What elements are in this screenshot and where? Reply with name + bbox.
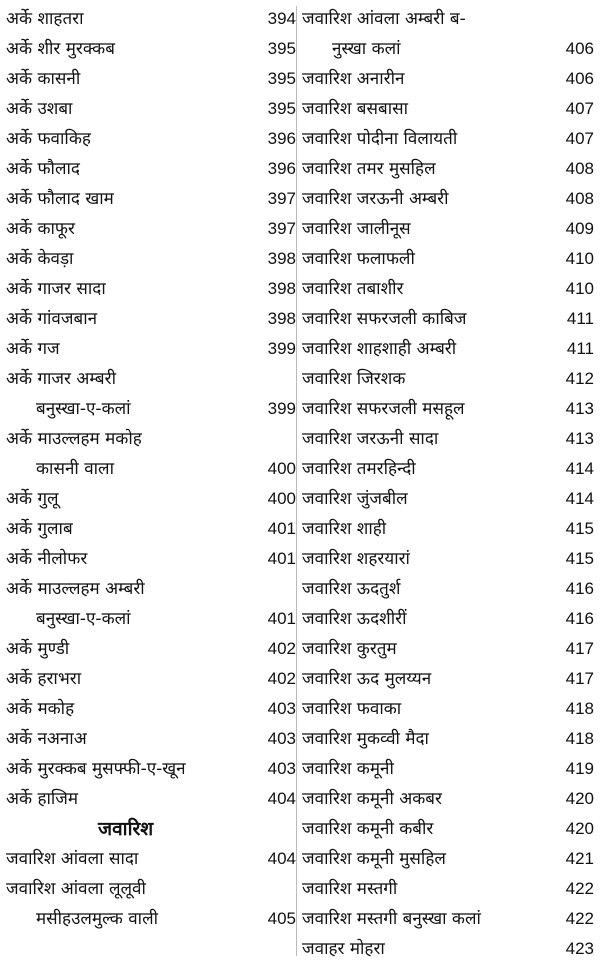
entry-title: जवारिश बसबासा [302, 99, 408, 119]
entry-page-number: 398 [267, 309, 296, 328]
index-entry [6, 94, 296, 124]
entry-page-number: 406 [565, 39, 594, 58]
entry-title: जवाहर मोहरा [302, 939, 385, 959]
index-entry [302, 94, 594, 124]
index-entry [6, 4, 296, 34]
index-entry [302, 664, 594, 694]
entry-page-number: 397 [267, 189, 296, 208]
index-entry [6, 484, 296, 514]
entry-title: जवारिश जालीनूस [302, 219, 411, 239]
index-entry [302, 34, 594, 64]
entry-page-number: 418 [565, 729, 594, 748]
entry-page-number: 422 [565, 879, 594, 898]
index-entry [302, 334, 594, 364]
entry-page-number: 401 [267, 549, 296, 568]
entry-title: जवारिश पोदीना विलायती [302, 129, 458, 149]
entry-page-number: 403 [267, 729, 296, 748]
index-entry [6, 664, 296, 694]
entry-title: अर्के हराभरा [6, 669, 82, 689]
entry-title: अर्के शीर मुरक्कब [6, 39, 115, 59]
entry-title: जवारिश जरऊनी सादा [302, 429, 439, 449]
index-entry [302, 874, 594, 904]
index-entry [6, 724, 296, 754]
entry-title: अर्के गाजर अम्बरी [6, 369, 116, 389]
index-entry [6, 514, 296, 544]
entry-title: जवारिश कमूनी मुसहिल [302, 849, 446, 869]
entry-title: अर्के माउल्लहम अम्बरी [6, 579, 145, 599]
index-entry [302, 184, 594, 214]
index-entry [6, 694, 296, 724]
index-entry [6, 274, 296, 304]
index-entry [302, 214, 594, 244]
index-entry [6, 544, 296, 574]
entry-page-number: 422 [565, 909, 594, 928]
entry-page-number: 399 [267, 399, 296, 418]
entry-page-number: 400 [267, 459, 296, 478]
entry-title: अर्के फवाकिह [6, 129, 91, 149]
entry-title: अर्के माउल्लहम मकोह [6, 429, 142, 449]
entry-page-number: 416 [565, 609, 594, 628]
index-entry [302, 694, 594, 724]
index-entry [6, 784, 296, 814]
entry-title: जवारिश मस्तगी बनुस्खा कलां [302, 909, 481, 929]
entry-page-number: 398 [267, 249, 296, 268]
index-entry [302, 544, 594, 574]
entry-page-number: 411 [566, 339, 594, 358]
entry-page-number: 412 [565, 369, 594, 388]
index-entry [302, 904, 594, 934]
index-entry [6, 124, 296, 154]
index-entry [6, 844, 296, 874]
index-entry [6, 874, 296, 904]
entry-title: जवारिश ऊदतुर्श [302, 579, 401, 599]
entry-title: जवारिश तमरहिन्दी [302, 459, 416, 479]
index-column-right [302, 4, 594, 964]
entry-page-number: 417 [565, 669, 594, 688]
entry-title: अर्के गुलू [6, 489, 59, 509]
entry-page-number: 396 [267, 129, 296, 148]
index-entry [302, 844, 594, 874]
entry-title: अर्के उशबा [6, 99, 73, 119]
entry-page-number: 395 [267, 69, 296, 88]
index-column-left [6, 4, 296, 934]
entry-title: अर्के मुण्डी [6, 639, 70, 659]
entry-page-number: 395 [267, 39, 296, 58]
entry-title: अर्के गुलाब [6, 519, 73, 539]
entry-title: अर्के फौलाद खाम [6, 189, 114, 209]
entry-page-number: 408 [565, 189, 594, 208]
index-entry [302, 274, 594, 304]
entry-title: अर्के फौलाद [6, 159, 80, 179]
index-entry [302, 514, 594, 544]
entry-title: जवारिश फलाफली [302, 249, 415, 269]
entry-title: जवारिश कुरतुम [302, 639, 397, 659]
entry-page-number: 406 [565, 69, 594, 88]
entry-title: कासनी वाला [36, 459, 114, 479]
entry-title: जवारिश कमूनी अकबर [302, 789, 442, 809]
entry-page-number: 410 [565, 249, 594, 268]
entry-title: जवारिश जिरशक [302, 369, 406, 389]
index-entry [302, 484, 594, 514]
index-entry [6, 574, 296, 604]
entry-page-number: 404 [267, 849, 296, 868]
entry-title: जवारिश जरऊनी अम्बरी [302, 189, 449, 209]
index-entry [6, 394, 296, 424]
entry-title: जवारिश मस्तगी [302, 879, 398, 899]
entry-title: अर्के गज [6, 339, 60, 359]
entry-page-number: 402 [267, 639, 296, 658]
entry-title: जवारिश कमूनी कबीर [302, 819, 434, 839]
entry-title: अर्के केवड़ा [6, 249, 74, 269]
entry-title: बनुस्खा-ए-कलां [36, 399, 131, 419]
entry-page-number: 414 [565, 489, 594, 508]
entry-page-number: 417 [565, 639, 594, 658]
entry-title: जवारिश मुकव्वी मैदा [302, 729, 429, 749]
index-entry [302, 724, 594, 754]
entry-page-number: 403 [267, 759, 296, 778]
index-entry [302, 574, 594, 604]
entry-page-number: 407 [565, 129, 594, 148]
index-entry [302, 4, 594, 34]
entry-page-number: 410 [565, 279, 594, 298]
entry-title: जवारिश तमर मुसहिल [302, 159, 436, 179]
index-entry [302, 604, 594, 634]
entry-title: जवारिश आंवला अम्बरी ब- [302, 9, 466, 29]
entry-title: जवारिश ऊदशीरीं [302, 609, 407, 629]
index-entry [6, 754, 296, 784]
index-entry [302, 244, 594, 274]
index-entry [6, 214, 296, 244]
entry-title: जवारिश शाहशाही अम्बरी [302, 339, 457, 359]
index-entry [302, 754, 594, 784]
index-entry [6, 304, 296, 334]
entry-title: अर्के नीलोफर [6, 549, 88, 569]
entry-page-number: 403 [267, 699, 296, 718]
entry-page-number: 419 [565, 759, 594, 778]
entry-title: जवारिश सफरजली काबिज [302, 309, 467, 329]
entry-page-number: 396 [267, 159, 296, 178]
entry-page-number: 415 [565, 549, 594, 568]
index-entry [302, 424, 594, 454]
column-gutter [296, 6, 297, 956]
entry-page-number: 404 [267, 789, 296, 808]
entry-title: जवारिश फवाका [302, 699, 402, 719]
entry-page-number: 397 [267, 219, 296, 238]
entry-page-number: 423 [565, 939, 594, 958]
index-entry [302, 304, 594, 334]
entry-title: अर्के शाहतरा [6, 9, 84, 29]
entry-page-number: 399 [267, 339, 296, 358]
entry-title: अर्के नअनाअ [6, 729, 87, 749]
index-entry [6, 424, 296, 454]
entry-title: बनुस्खा-ए-कलां [36, 609, 131, 629]
entry-title: अर्के गाजर सादा [6, 279, 106, 299]
entry-title: जवारिश आंवला सादा [6, 849, 139, 869]
index-entry [6, 184, 296, 214]
entry-page-number: 421 [565, 849, 594, 868]
index-entry [302, 934, 594, 964]
entry-page-number: 395 [267, 99, 296, 118]
entry-page-number: 411 [566, 309, 594, 328]
entry-page-number: 398 [267, 279, 296, 298]
entry-title: जवारिश ऊद मुलय्यन [302, 669, 432, 689]
entry-title: जवारिश कमूनी [302, 759, 394, 779]
entry-title: अर्के हाजिम [6, 789, 79, 809]
entry-page-number: 415 [565, 519, 594, 538]
entry-title: जवारिश शहरयारां [302, 549, 410, 569]
entry-title: अर्के कासनी [6, 69, 81, 89]
index-entry [6, 634, 296, 664]
entry-page-number: 401 [267, 519, 296, 538]
entry-title: अर्के काफूर [6, 219, 75, 239]
entry-page-number: 402 [267, 669, 296, 688]
entry-page-number: 408 [565, 159, 594, 178]
entry-title: जवारिश जुंजबील [302, 489, 408, 509]
entry-page-number: 401 [267, 609, 296, 628]
index-entry [302, 814, 594, 844]
entry-title: जवारिश शाही [302, 519, 387, 539]
entry-page-number: 414 [565, 459, 594, 478]
index-entry [302, 124, 594, 154]
index-entry [6, 154, 296, 184]
index-entry [302, 394, 594, 424]
index-entry [302, 154, 594, 184]
index-entry [6, 334, 296, 364]
index-entry [6, 364, 296, 394]
entry-title: जवारिश आंवला लूलूवी [6, 879, 146, 899]
index-entry [6, 604, 296, 634]
entry-page-number: 409 [565, 219, 594, 238]
entry-page-number: 420 [565, 789, 594, 808]
entry-title: अर्के मुरक्कब मुसफ्फी-ए-खून [6, 759, 186, 779]
entry-page-number: 407 [565, 99, 594, 118]
entry-title: जवारिश अनारीन [302, 69, 405, 89]
index-entry [302, 364, 594, 394]
index-entry [6, 454, 296, 484]
section-heading [6, 814, 296, 844]
entry-title: अर्के गांवजबान [6, 309, 98, 329]
index-entry [302, 454, 594, 484]
index-entry [302, 64, 594, 94]
index-entry [6, 904, 296, 934]
entry-title: नुस्खा कलां [332, 39, 401, 59]
entry-title: मसीहउलमुल्क वाली [36, 909, 159, 929]
entry-title: जवारिश तबाशीर [302, 279, 404, 299]
entry-page-number: 394 [267, 9, 296, 28]
index-entry [6, 64, 296, 94]
entry-page-number: 416 [565, 579, 594, 598]
entry-page-number: 413 [565, 399, 594, 418]
index-entry [6, 244, 296, 274]
section-heading-text: जवारिश [98, 818, 154, 840]
entry-page-number: 405 [267, 909, 296, 928]
index-entry [302, 634, 594, 664]
entry-title: अर्के मकोह [6, 699, 75, 719]
entry-page-number: 418 [565, 699, 594, 718]
entry-page-number: 400 [267, 489, 296, 508]
entry-title: जवारिश सफरजली मसहूल [302, 399, 465, 419]
index-entry [6, 34, 296, 64]
index-entry [302, 784, 594, 814]
entry-page-number: 420 [565, 819, 594, 838]
entry-page-number: 413 [565, 429, 594, 448]
